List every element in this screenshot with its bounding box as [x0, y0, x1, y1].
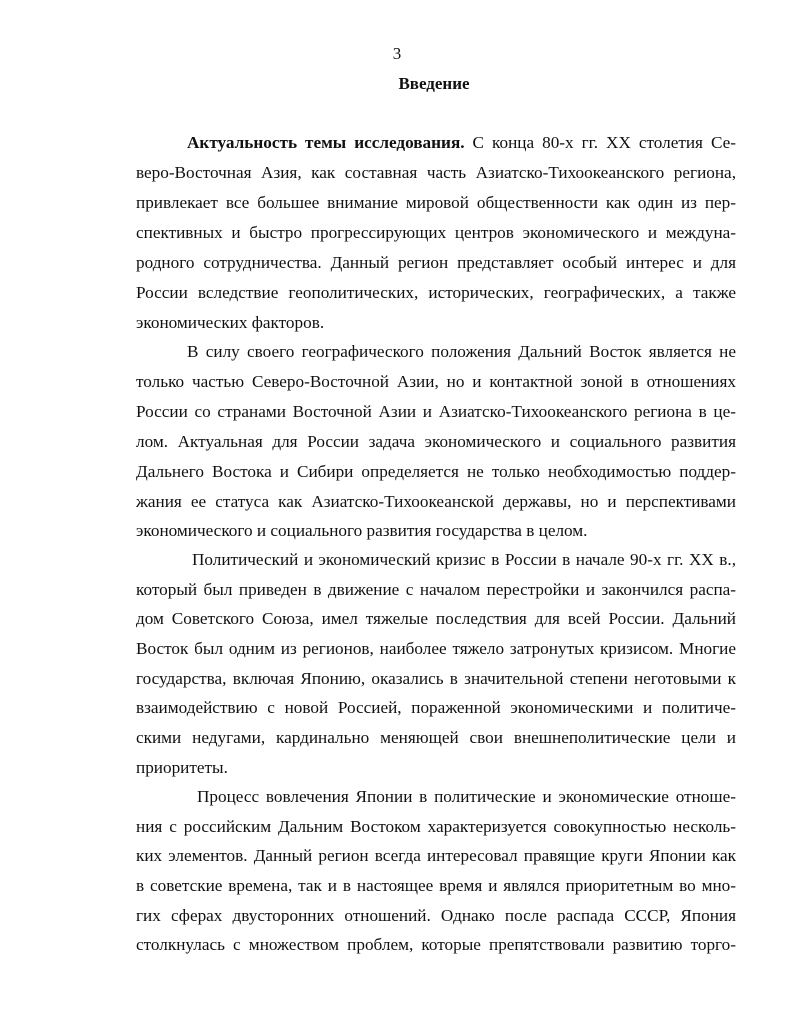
paragraph-line: России вследствие геополитических, исторических, географических, а также: [136, 283, 736, 302]
section-heading: Введение: [398, 74, 470, 93]
paragraph-line: родного сотрудничества. Данный регион представляет особый интерес и для: [136, 253, 736, 272]
paragraph-line: Процесс вовлечения Японии в политические и экономические отноше-: [197, 787, 736, 806]
paragraph-line: В силу своего географического положения Дальний Восток является не: [187, 342, 736, 361]
paragraph-line: гих сферах двусторонних отношений. Однако после распада СССР, Япония: [136, 906, 736, 925]
paragraph-line: Дальнего Востока и Сибири определяется не только необходимостью поддер-: [136, 462, 736, 481]
paragraph-line: только частью Северо-Восточной Азии, но и контактной зоной в отношениях: [136, 372, 736, 391]
paragraph-line: экономического и социального развития государства в целом.: [136, 521, 588, 540]
page-number: 3: [392, 44, 402, 63]
paragraph-line: России со странами Восточной Азии и Азиатско-Тихоокеанского региона в це-: [136, 402, 736, 421]
paragraph-line: взаимодействию с новой Россией, пораженной экономическими и политиче-: [136, 698, 736, 717]
paragraph-line: столкнулась с множеством проблем, которые препятствовали развитию торго-: [136, 935, 736, 954]
bold-lead: Актуальность темы исследования.: [187, 133, 465, 152]
paragraph-line: Восток был одним из регионов, наиболее тяжело затронутых кризисом. Многие: [136, 639, 736, 658]
paragraph-line: Актуальность темы исследования. С конца 80-х гг. XX столетия Се-: [187, 133, 736, 152]
paragraph-line: ких элементов. Данный регион всегда интересовал правящие круги Японии как: [136, 846, 736, 865]
paragraph-line: экономических факторов.: [136, 313, 325, 332]
paragraph-line: дом Советского Союза, имел тяжелые последствия для всей России. Дальний: [136, 609, 736, 628]
paragraph-line: приоритеты.: [136, 758, 228, 777]
paragraph-line: в советские времена, так и в настоящее время и являлся приоритетным во мно-: [136, 876, 736, 895]
paragraph-line: Политический и экономический кризис в России в начале 90-х гг. XX в.,: [192, 550, 736, 569]
paragraph-line: жания ее статуса как Азиатско-Тихоокеанской державы, но и перспективами: [136, 492, 736, 511]
paragraph-line: который был приведен в движение с началом перестройки и закончился распа-: [136, 580, 736, 599]
paragraph-line: лом. Актуальная для России задача экономического и социального развития: [136, 432, 736, 451]
paragraph-line: веро-Восточная Азия, как составная часть Азиатско-Тихоокеанского региона,: [136, 163, 736, 182]
paragraph-line: скими недугами, кардинально меняющей свои внешнеполитические цели и: [136, 728, 736, 747]
paragraph-line: ния с российским Дальним Востоком характеризуется совокупностью несколь-: [136, 817, 736, 836]
paragraph-line: спективных и быстро прогрессирующих центров экономического и междуна-: [136, 223, 736, 242]
paragraph-line: государства, включая Японию, оказались в значительной степени неготовыми к: [136, 669, 736, 688]
paragraph-line: привлекает все большее внимание мировой общественности как один из пер-: [136, 193, 736, 212]
